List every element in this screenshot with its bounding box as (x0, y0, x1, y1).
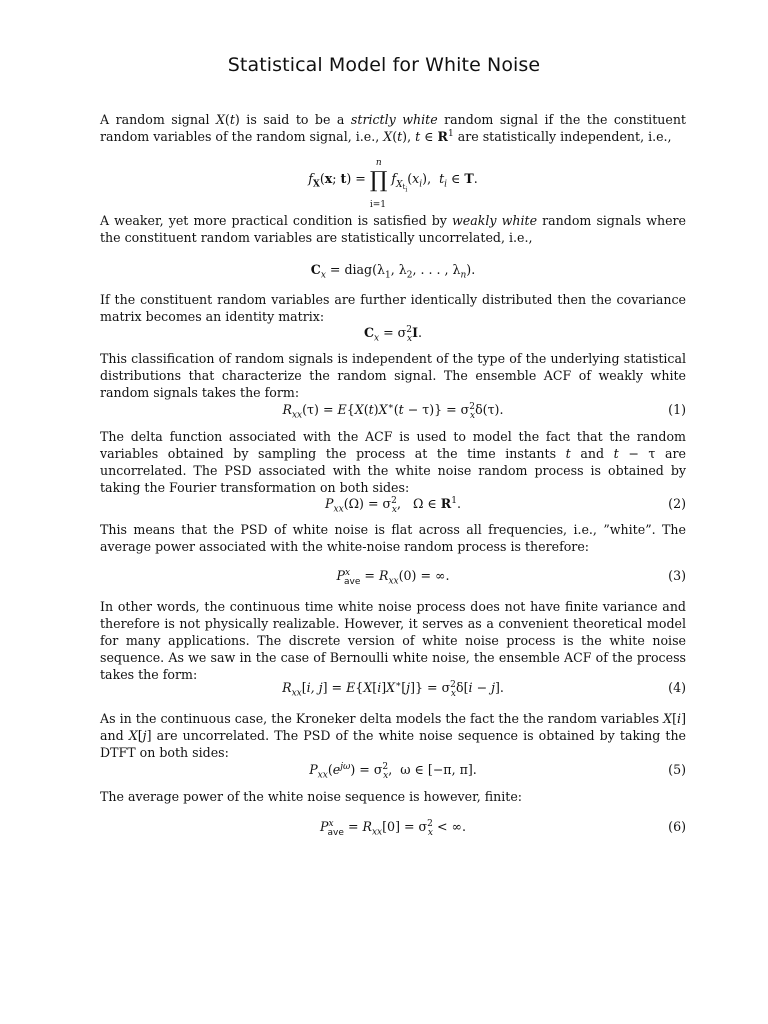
equation-number: (5) (668, 762, 686, 777)
equation-5: $P_{xx}(e^{j\omega}) = \sigma^2_x$, ω ∈ [−π, π]. (5) (309, 761, 686, 781)
paragraph-8: As in the continuous case, the Kroneker delta models the fact the the random variables X[i] and X[j] are uncorrelated. The PSD of the white noise sequence is obtained by taking the DTFT on both sides: (100, 711, 687, 760)
equation-6: $P^x_{ave} = R_{xx}[0] = \sigma^2_x$ < ∞. (6) (319, 818, 686, 838)
equation-4: $R_{xx}[i$, $j] = E\{X[i]X^∗[j]\} = \sigma^2_x\delta[i - j]$. (4) (282, 679, 686, 699)
equation-number: (1) (668, 402, 686, 417)
equation-number: (3) (668, 568, 686, 583)
equation-number: (2) (668, 496, 686, 511)
paragraph-5: The delta function associated with the ACF is used to model the fact that the random variables obtained by sampling the process at the time instants t and t − τ are uncorrelated. The PSD associated with the white noise random process is obtained by taking the Fourier transformation on both sides: (100, 429, 686, 495)
paragraph-4: This classification of random signals is independent of the type of the underlying statistical distributions that characterize the random signal. The ensemble ACF of weakly white random signals takes the form: (100, 351, 686, 400)
equation-2: $P_{xx}(\Omega) = \sigma^2_x$, Ω ∈ $R^1$. (2) (325, 495, 686, 515)
paragraph-6: This means that the PSD of white noise is flat across all frequencies, i.e., ”white”. The average power associated with the white-noise random process is therefore: (100, 522, 686, 554)
equation-covariance-diag: $C_x$ = $diag(\lambda_1$, $\lambda_2$, . . . , $\lambda_n$). (310, 262, 476, 281)
equation-covariance-identity: $C_x = \sigma^2_xI$. (364, 324, 422, 344)
paragraph-1: A random signal X(t) is said to be a strictly white random signal if the the constituent random variables of the random signal, i.e., X(t), t ∈ $R^1$ are statistically independent, i.e., (100, 112, 686, 144)
paragraph-3: If the constituent random variables are further identically distributed then the covariance matrix becomes an identity matrix: (100, 292, 686, 324)
paragraph-7: In other words, the continuous time white noise process does not have finite variance and therefore is not physically realizable. However, it serves as a convenient theoretical model for many applications. The discrete version of white noise process is the white noise sequence. As we saw in the case of Bernoulli white noise, the ensemble ACF of the process takes the form: (100, 599, 686, 682)
equation-3: $P^x_{ave} = R_{xx}(0)$ = ∞. (3) (336, 567, 686, 587)
equation-joint-pdf: $f_X(x$; t) = ∏ n i=1 $f_{X_{t_i}}(x_i)$, $t_i$ ∈ T. (308, 158, 478, 210)
equation-number: (4) (668, 680, 686, 695)
equation-1: $R_{xx}(\tau) = E\{X(t)X^∗(t - \tau)\} = \sigma^2_x\delta(\tau)$. (1) (282, 401, 686, 421)
paragraph-9: The average power of the white noise sequence is however, finite: (100, 789, 523, 804)
paragraph-2: A weaker, yet more practical condition is satisfied by weakly white random signals where the constituent random variables are statistically uncorrelated, i.e., (100, 213, 687, 245)
page-title: Statistical Model for White Noise (227, 54, 541, 76)
equation-number: (6) (668, 819, 686, 834)
